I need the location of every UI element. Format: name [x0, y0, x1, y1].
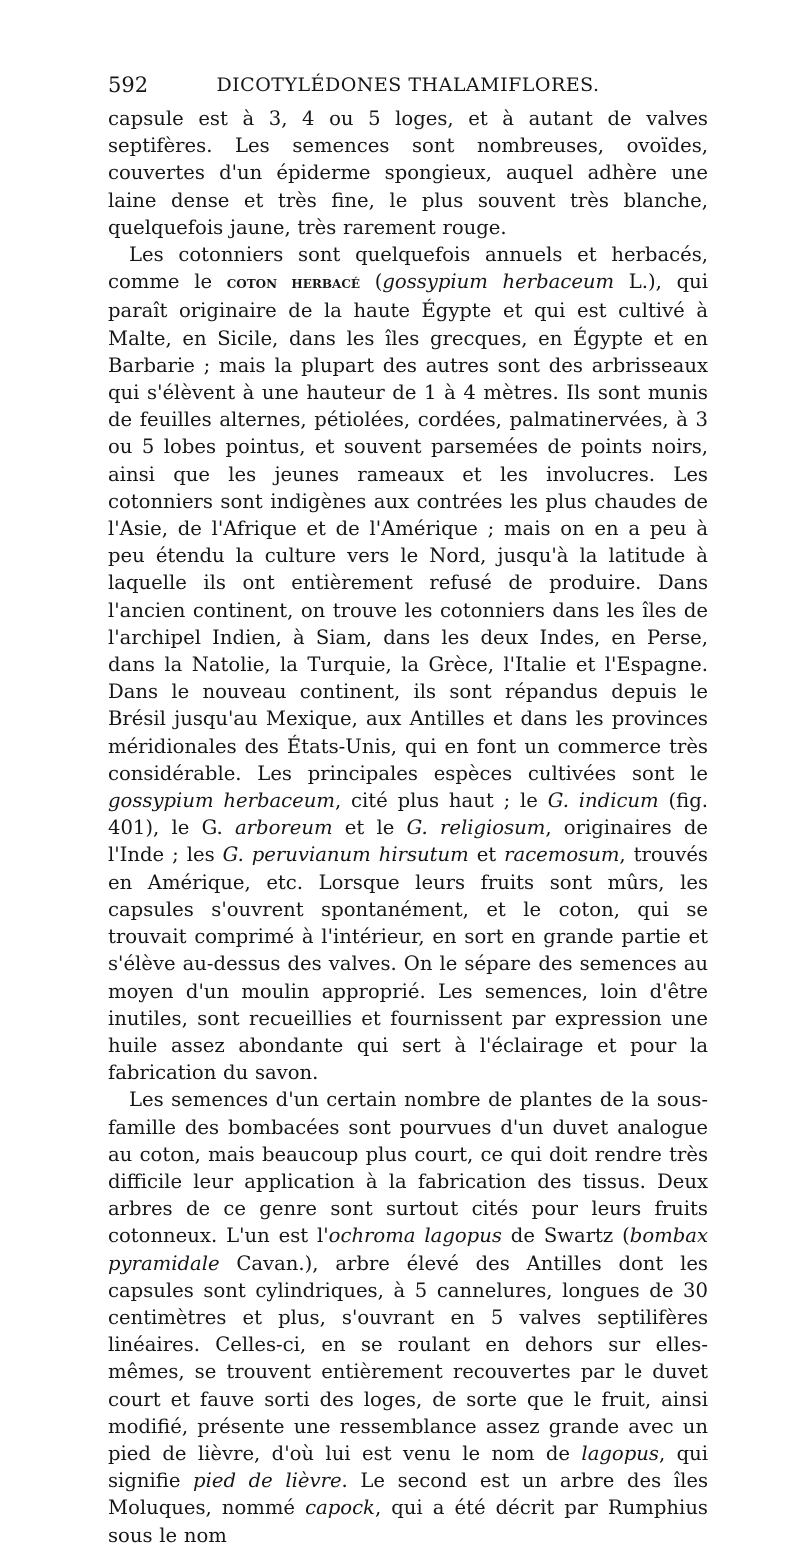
p2-g: , cité plus haut ; le [334, 789, 548, 813]
p2-i: (fig. 401), le G. [108, 789, 708, 840]
p2-m: , originaires de l'Inde ; les [108, 816, 708, 867]
p3-h: pied de lièvre [193, 1469, 342, 1493]
p2-o: et [468, 843, 505, 867]
body-text [108, 105, 708, 1549]
page-header [108, 68, 708, 102]
p2-h: G. indicum [547, 789, 659, 813]
paragraph-1 [108, 105, 708, 241]
book-page [108, 68, 708, 1549]
p3-k: , qui a été décrit par Rumphius sous le nom [108, 1496, 708, 1547]
p2-d: gossypium herbaceum [382, 270, 615, 294]
p2-j: arboreum [235, 816, 333, 840]
p2-a: Les cotonniers sont quelquefois annuels et herbacés, comme le [108, 243, 708, 294]
p3-e: Cavan.), arbre élevé des Antilles dont les capsules sont cylindriques, à 5 cannelures, longues de 30 centimètres et plus, s'ouvrant en 5 valves septilifères linéaires. Celles-ci, en se roulant en dehors sur elles-mêmes, se trouvent entièrement recouvertes par le duvet court et fauve sorti des loges, de sorte que le fruit, ainsi modifié, présente une ressemblance assez grande avec un pied de lièvre, d'où lui est venu le nom de [108, 1251, 708, 1465]
p2-k: et le [332, 816, 407, 840]
p2-p: racemosum [504, 843, 620, 867]
p3-c: de Swartz ( [501, 1224, 630, 1248]
p3-a: Les semences d'un certain nombre de plantes de la sous-famille des bombacées sont pourvues d'un duvet analogue au coton, mais beaucoup plus court, ce qui doit rendre très difficile leur application à la fabrication des tissus. Deux arbres de ce genre sont surtout cités pour leurs fruits cotonneux. L'un est l' [108, 1088, 708, 1248]
p2-q: , trouvés en Amérique, etc. Lorsque leurs fruits sont mûrs, les capsules s'ouvrent spontanément, et le coton, qui se trouvait comprimé à l'intérieur, en sort en grande partie et s'élève au-dessus des valves. On le sépare des semences au moyen d'un moulin approprié. Les semences, loin d'être inutiles, sont recueillies et fournissent par expression une huile assez abondante qui sert à l'éclairage et pour la fabrication du savon. [108, 843, 708, 1085]
running-head: DICOTYLÉDONES THALAMIFLORES. [216, 74, 600, 96]
p2-e: L.), qui paraît originaire de la haute Égypte et qui est cultivé à Malte, en Sicile, dans les îles grecques, en Égypte et en Barbarie ; mais la plupart des autres sont des arbrisseaux qui s'élèvent à une hauteur de 1 à 4 mètres. Ils sont munis de feuilles alternes, pétiolées, cordées, palmatinervées, à 3 ou 5 lobes pointus, et souvent parsemées de points noirs, ainsi que les jeunes rameaux et les involucres. Les cotonniers sont indigènes aux contrées les plus chaudes de l'Asie, de l'Afrique et de l'Amérique ; mais on en a peu à peu étendu la culture vers le Nord, jusqu'à la latitude à laquelle ils ont entièrement refusé de produire. Dans l'ancien continent, on trouve les cotonniers dans les îles de l'archipel Indien, à Siam, dans les deux Indes, en Perse, dans la Natolie, la Turquie, la Grèce, l'Italie et l'Espagne. Dans le nouveau continent, ils sont répandus depuis le Brésil jusqu'au Mexique, aux Antilles et dans les provinces méridionales des États-Unis, qui en font un commerce très considérable. Les principales espèces cultivées sont le [108, 270, 708, 785]
paragraph-2 [108, 241, 708, 1086]
p2-b-coton-herbace: coton herbacé [226, 273, 361, 294]
p3-j: capock [305, 1496, 375, 1520]
p3-b: ochroma lagopus [328, 1224, 502, 1248]
p2-c: ( [360, 270, 383, 294]
p2-f: gossypium herbaceum [108, 789, 335, 813]
p2-n: G. peruvianum hirsutum [222, 843, 469, 867]
p3-f: lagopus [581, 1441, 659, 1465]
paragraph-3 [108, 1086, 708, 1548]
page-number: 592 [108, 73, 149, 97]
p2-l: G. religiosum [406, 816, 546, 840]
p3-i: . Le second est un arbre des îles Moluques, nommé [108, 1469, 709, 1520]
p3-d: bombax pyramidale [108, 1224, 708, 1275]
p3-g: , qui signifie [108, 1441, 708, 1493]
p1-text: capsule est à 3, 4 ou 5 loges, et à autant de valves septifères. Les semences sont nombreuses, ovoïdes, couvertes d'un épiderme spongieux, auquel adhère une laine dense et très fine, le plus souvent très blanche, quelquefois jaune, très rarement rouge. [108, 107, 708, 239]
